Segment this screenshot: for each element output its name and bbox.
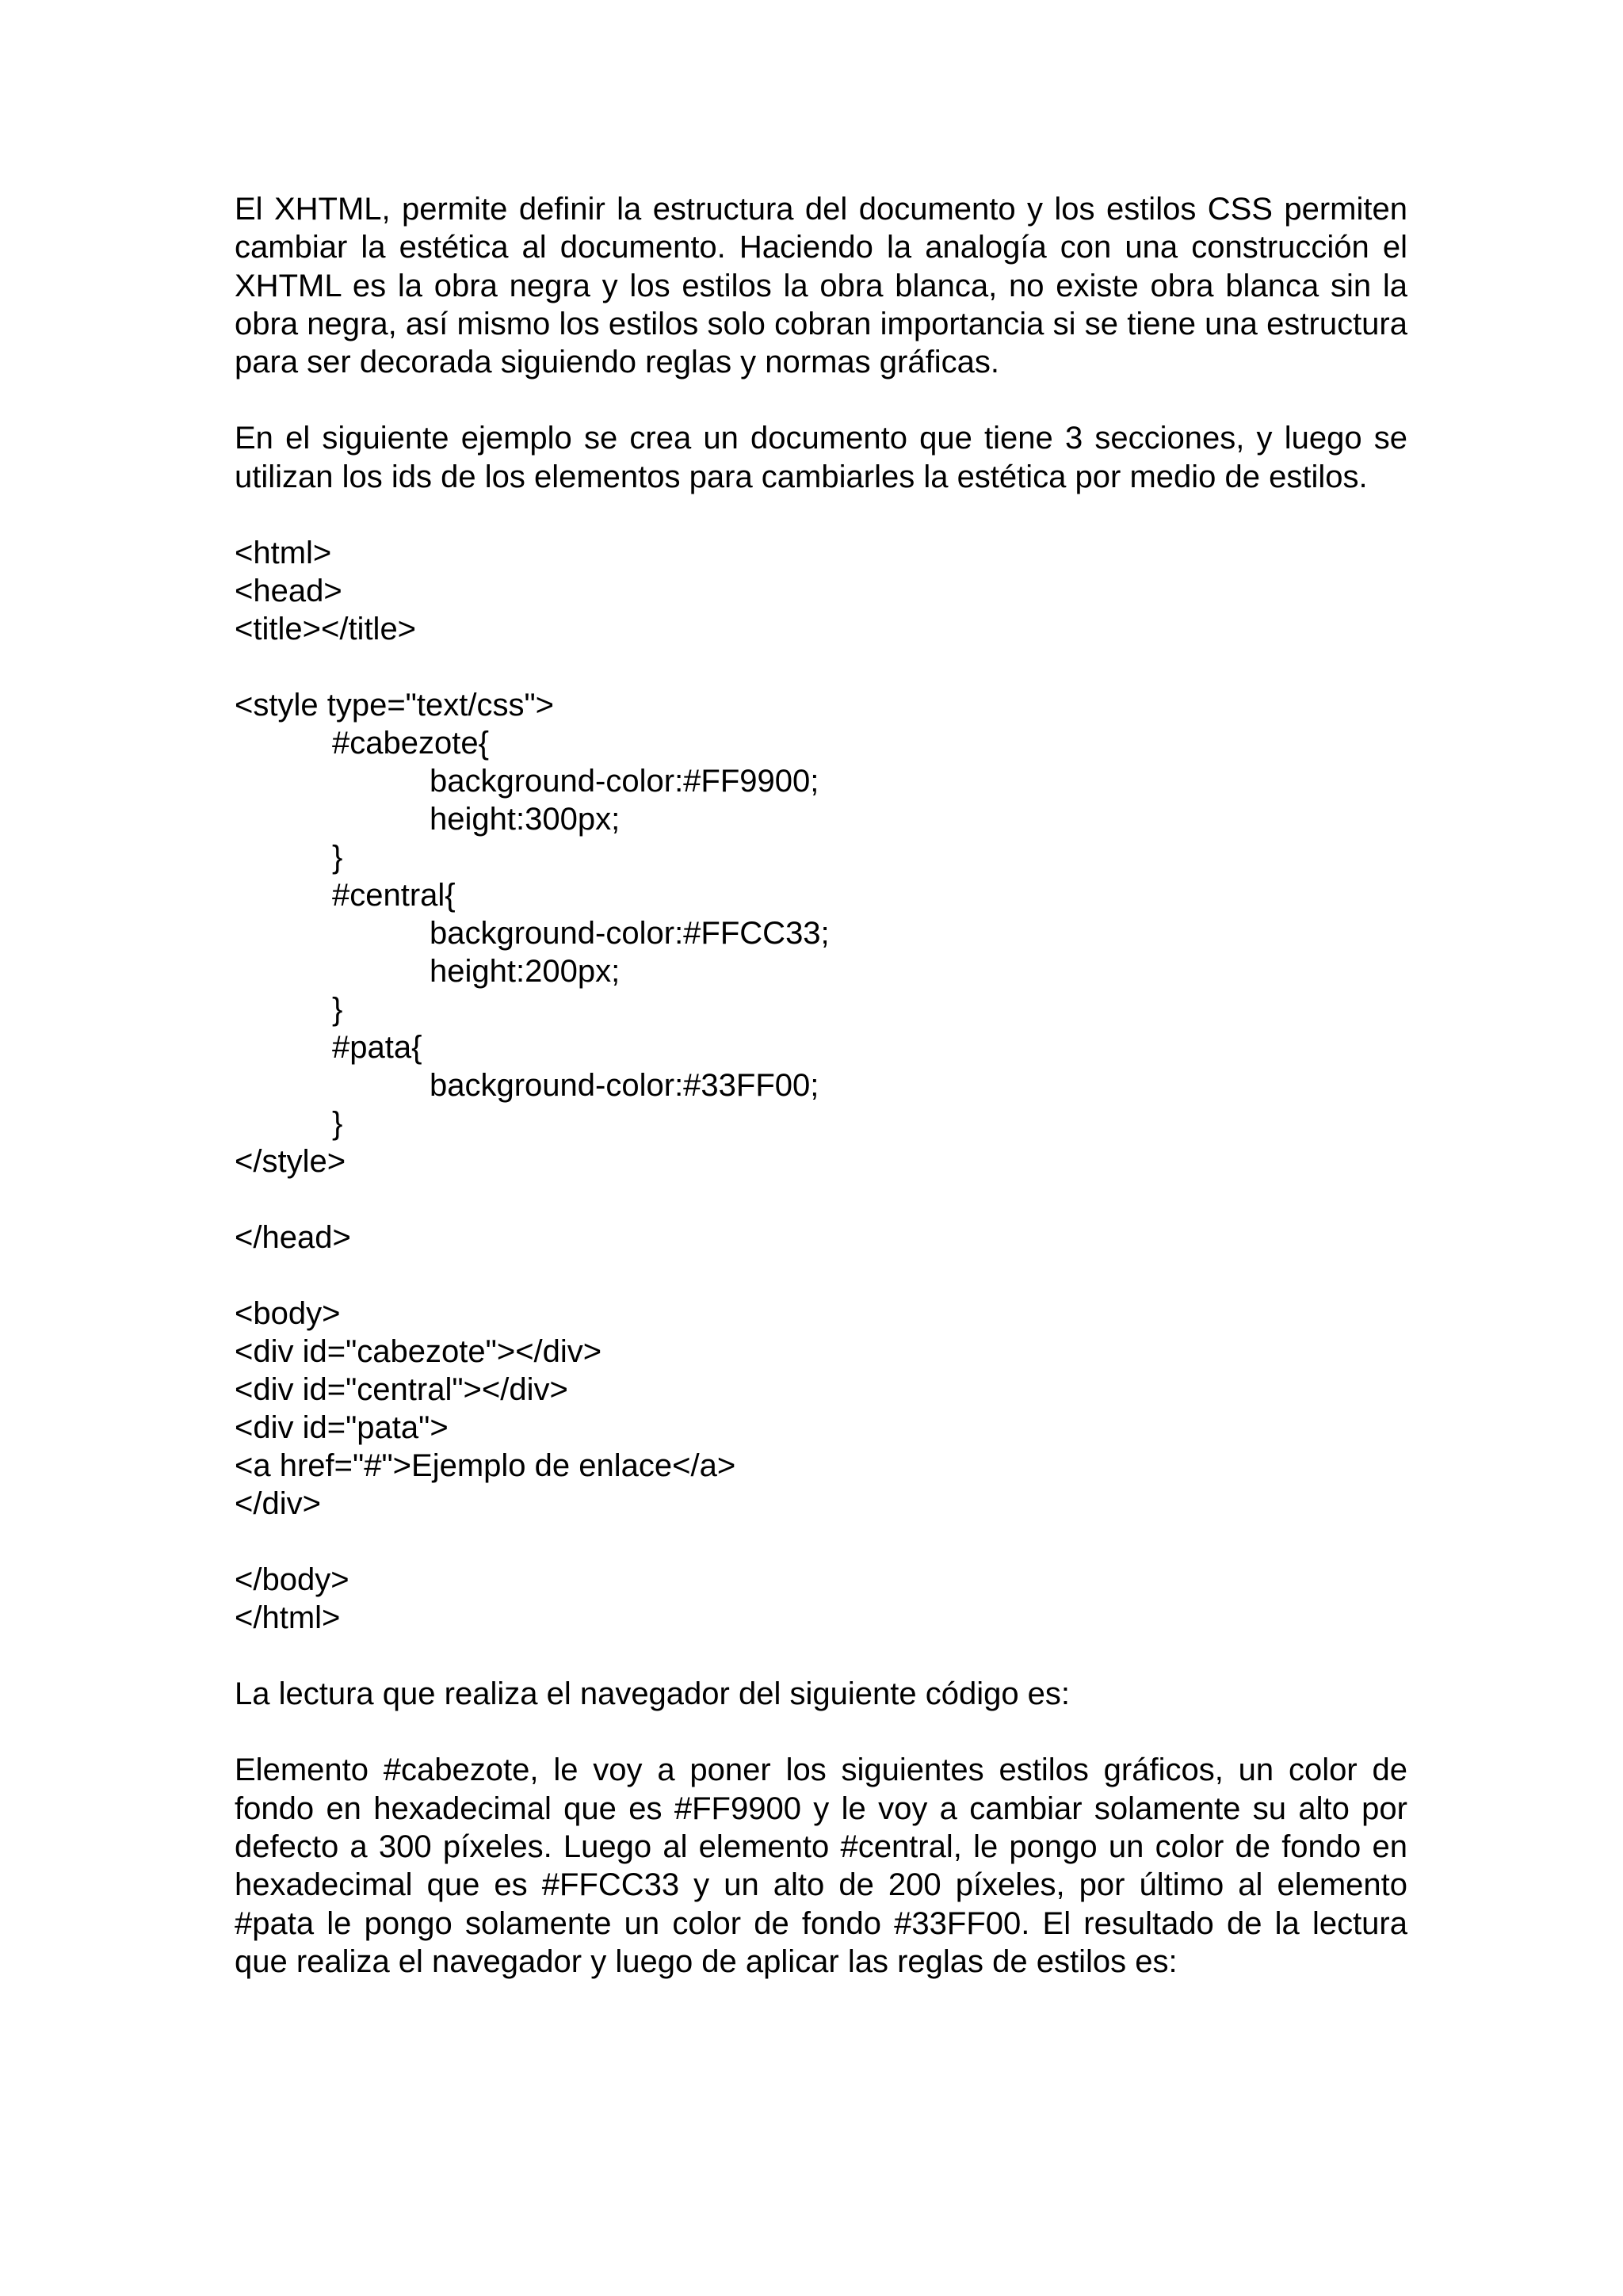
code-line: #central{ — [332, 878, 456, 913]
spacer — [235, 381, 1407, 419]
code-line: #pata{ — [332, 1030, 422, 1066]
spacer — [235, 648, 1407, 686]
code-line: <div id="pata"> — [235, 1410, 449, 1446]
spacer — [235, 1180, 1407, 1219]
explanation-paragraph: Elemento #cabezote, le voy a poner los siguientes estilos gráficos, un color de fondo en hexadecimal que es #FF9900 y le voy a cambiar solamente su alto por defecto a 300 píxeles. Luego al elemento #central, le pongo un color de fondo en hexadecimal que es #FFCC33 y un alto de 200 píxeles, por último al elemento #pata le pongo solamente un color de fondo #33FF00. El resultado de la lectura que realiza el navegador y luego de aplicar las reglas de estilos es: — [235, 1753, 1407, 1979]
spacer — [235, 1637, 1407, 1675]
code-line: } — [332, 1106, 343, 1142]
code-block — [235, 534, 1407, 1637]
code-line: </body> — [235, 1562, 349, 1598]
code-line: background-color:#FF9900; — [430, 764, 819, 799]
code-line: <a href="#">Ejemplo de enlace</a> — [235, 1448, 736, 1484]
code-line: height:200px; — [430, 954, 621, 990]
document-page — [235, 190, 1407, 1981]
spacer — [235, 1523, 1407, 1561]
code-line: <html> — [235, 536, 332, 571]
code-line: <title></title> — [235, 612, 417, 647]
code-line: #cabezote{ — [332, 726, 489, 761]
code-line: background-color:#FFCC33; — [430, 916, 830, 952]
code-line: </div> — [235, 1486, 321, 1522]
code-line: </style> — [235, 1144, 346, 1180]
spacer — [235, 496, 1407, 534]
intro-paragraph: El XHTML, permite definir la estructura del documento y los estilos CSS permiten cambiar la estética al documento. Haciendo la analogía con una construcción el XHTML es la obra negra y los estilos la obra blanca, no existe obra blanca sin la obra negra, así mismo los estilos solo cobran importancia si se tiene una estructura para ser decorada siguiendo reglas y normas gráficas. — [235, 192, 1407, 380]
code-line: <div id="cabezote"></div> — [235, 1334, 602, 1370]
code-line: <div id="central"></div> — [235, 1372, 568, 1408]
code-line: } — [332, 840, 343, 875]
code-line: <head> — [235, 574, 342, 609]
spacer — [235, 1257, 1407, 1295]
spacer — [235, 1713, 1407, 1751]
code-line: height:300px; — [430, 802, 621, 837]
code-line: </head> — [235, 1220, 351, 1256]
code-line: background-color:#33FF00; — [430, 1068, 819, 1104]
code-line: } — [332, 992, 343, 1028]
reading-intro-paragraph: La lectura que realiza el navegador del siguiente código es: — [235, 1676, 1071, 1712]
code-line: <body> — [235, 1296, 341, 1332]
code-line: <style type="text/css"> — [235, 688, 555, 723]
example-paragraph: En el siguiente ejemplo se crea un documento que tiene 3 secciones, y luego se utilizan los ids de los elementos para cambiarles la estética por medio de estilos. — [235, 421, 1407, 494]
code-line: </html> — [235, 1600, 341, 1636]
